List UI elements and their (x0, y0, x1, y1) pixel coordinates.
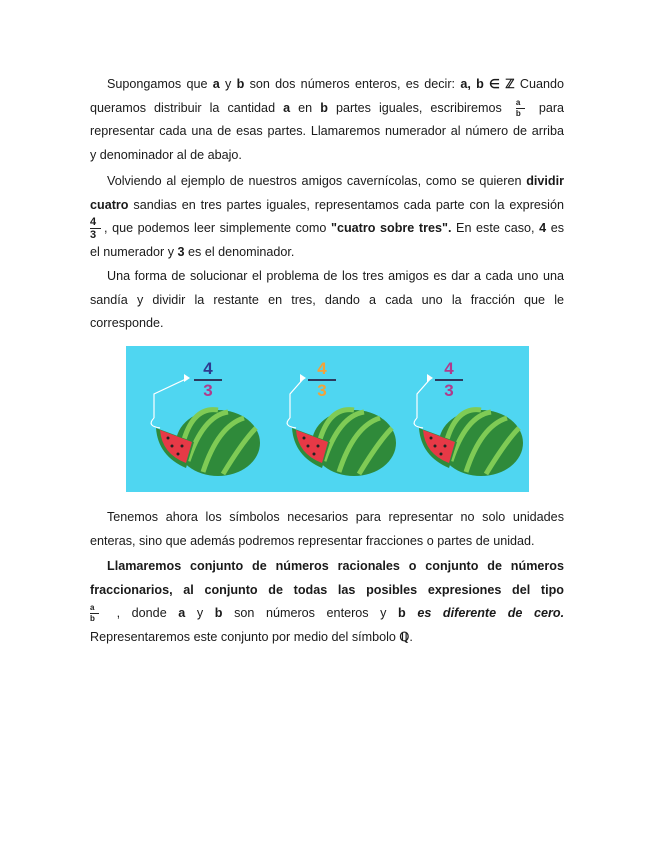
p5-line-4: Representaremos este conjunto por medio del símbolo ℚ. (90, 629, 413, 644)
p2-line-2: cuatro sandias en tres partes iguales, representamos cada parte con la expresión (90, 197, 564, 212)
p5-line-1: Llamaremos conjunto de números racionales o conjunto de números (107, 559, 564, 573)
p3-line-3: corresponde. (90, 316, 164, 330)
fraction-4-over-3: $\frac{4}{3}$ (90, 217, 101, 240)
paragraph-5 (90, 555, 564, 649)
p3-line-1: Una forma de solucionar el problema de los tres amigos es dar a cada uno una (107, 269, 564, 283)
paragraph-2 (90, 170, 564, 264)
fraction-a-over-b-2: $\frac{a}{b}$ (90, 604, 99, 623)
p1-line-2: queramos distribuir la cantidad a en b partes iguales, escribiremos $\frac{a}{b}$ para (90, 97, 565, 118)
watermelon-group-3 (411, 346, 531, 492)
p4-line-1: Tenemos ahora los símbolos necesarios para representar no solo unidades (107, 510, 564, 524)
watermelon-group-2 (284, 346, 404, 492)
fraction-label-1: 4 3 (188, 360, 228, 400)
p5-line-2: fraccionarios, al conjunto de todas las posibles expresiones del tipo (90, 582, 564, 597)
watermelon-group-1 (148, 346, 268, 492)
p1-line-3: representar cada una de esas partes. Llamaremos numerador al número de arriba (90, 124, 564, 138)
p5-line-3: $\frac{a}{b}$ , donde a y b son números enteros y b es diferente de cero. (90, 603, 565, 624)
fraction-a-over-b: $\frac{a}{b}$ (516, 99, 525, 118)
fraction-label-3: 4 3 (429, 360, 469, 400)
p3-line-2: sandía y dividir la restante en tres, dando a cada uno la fracción que le (90, 292, 564, 307)
p2-line-4: el numerador y 3 es el denominador. (90, 244, 295, 259)
paragraph-4 (90, 506, 564, 553)
p2-line-3: $\frac{4}{3}$ , que podemos leer simplemente como "cuatro sobre tres". En este caso, 4 es (90, 216, 564, 242)
p1-line-4: y denominador al de abajo. (90, 147, 242, 162)
p1-line-1: Supongamos que a y b son dos números enteros, es decir: a, b ∈ ℤ Cuando (107, 77, 565, 91)
fraction-label-2: 4 3 (302, 360, 342, 400)
p4-line-2: enteras, sino que además podremos representar fracciones o partes de unidad. (90, 533, 535, 548)
watermelon-slice-and-whole-icon (284, 346, 404, 492)
watermelon-slice-and-whole-icon (148, 346, 268, 492)
watermelon-slice-and-whole-icon (411, 346, 531, 492)
rational-set-symbol: ℚ (399, 629, 410, 644)
watermelon-illustration (126, 346, 529, 492)
p2-line-1: Volviendo al ejemplo de nuestros amigos cavernícolas, como se quieren dividir (107, 174, 564, 188)
paragraph-3 (90, 265, 564, 336)
paragraph-1 (90, 73, 564, 167)
